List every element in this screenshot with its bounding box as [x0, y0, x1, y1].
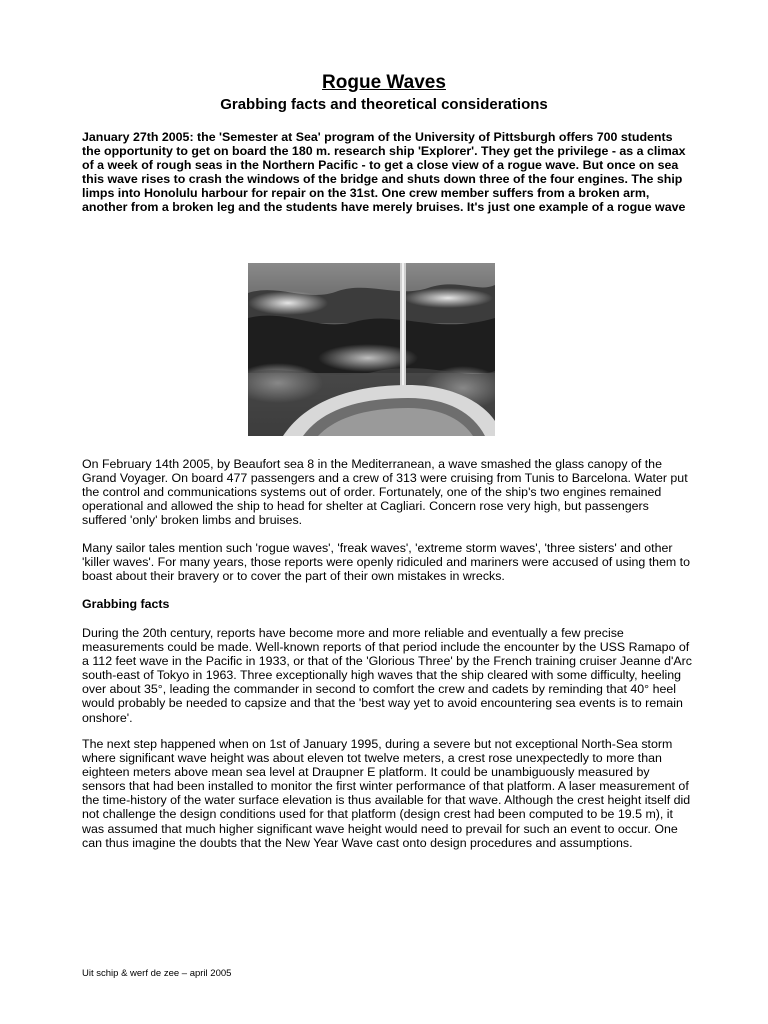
- ship-bow-in-rough-sea-photo: [248, 263, 495, 436]
- page-footer: Uit schip & werf de zee – april 2005: [82, 968, 232, 979]
- paragraph-grand-voyager: On February 14th 2005, by Beaufort sea 8 in the Mediterranean, a wave smashed the glass canopy of the Grand Voyager. On board 477 passengers and a crew of 313 were cruising from Tunis to Barcelona. Water put the control and communications systems out of order. Fortunately, one of the ship's two engines remained operational and allowed the ship to head for shelter at Cagliari. Concern rose very high, but passengers suffered 'only' broken limbs and bruises.: [82, 457, 688, 528]
- section-heading-grabbing-facts: Grabbing facts: [82, 597, 170, 611]
- paragraph-sailor-tales: Many sailor tales mention such 'rogue waves', 'freak waves', 'extreme storm waves', 'three sisters' and other 'killer waves'. For many years, those reports were openly ridiculed and mariners were accused of using them to boast about their bravery or to cover the part of their own mistakes in wrecks.: [82, 541, 691, 584]
- page-subtitle: Grabbing facts and theoretical considerations: [220, 96, 548, 113]
- paragraph-draupner: The next step happened when on 1st of January 1995, during a severe but not exceptional North-Sea storm where significant wave height was about eleven tot twelve meters, a crest rose unexpectedly to more than eighteen meters above mean sea level at Draupner E platform. It could be unambiguously measured by sensors that had been installed to monitor the first winter performance of that platform. A laser measurement of the time-history of the water surface elevation is thus available for that wave. Although the crest height itself did not challenge the design conditions used for that platform (design crest had been computed to be 19.5 m), it was assumed that much higher significant wave height would need to prevail for such an event to occur. One can thus imagine the doubts that the New Year Wave cast onto design procedures and assumptions.: [82, 737, 691, 850]
- intro-paragraph: January 27th 2005: the 'Semester at Sea' program of the University of Pittsburgh offers 700 students the opportunity to get on board the 180 m. research ship 'Explorer'. They get the privilege - as a climax of a week of rough seas in the Northern Pacific - to get a close view of a rogue wave. But once on sea this wave rises to crash the windows of the bridge and shuts down three of the four engines. The ship limps into Honolulu harbour for repair on the 31st. One crew member suffers from a broken arm, another from a broken leg and the students have merely bruises. It's just one example of a rogue wave: [82, 130, 686, 215]
- page-title: Rogue Waves: [322, 72, 446, 93]
- paragraph-20th-century: During the 20th century, reports have become more and more reliable and eventually a few precise measurements could be made. Well-known reports of that period include the encounter by the USS Ramapo of a 112 feet wave in the Pacific in 1933, or that of the 'Glorious Three' by the French training cruiser Jeanne d'Arc south-east of Tokyo in 1963. Three exceptionally high waves that the ship cleared with some difficulty, heeling over about 35°, leading the commander in second to comfort the crew and cadets by reminding that 40° heel would probably be needed to capsize and that the 'best way yet to avoid encountering sea events is to remain onshore'.: [82, 626, 692, 725]
